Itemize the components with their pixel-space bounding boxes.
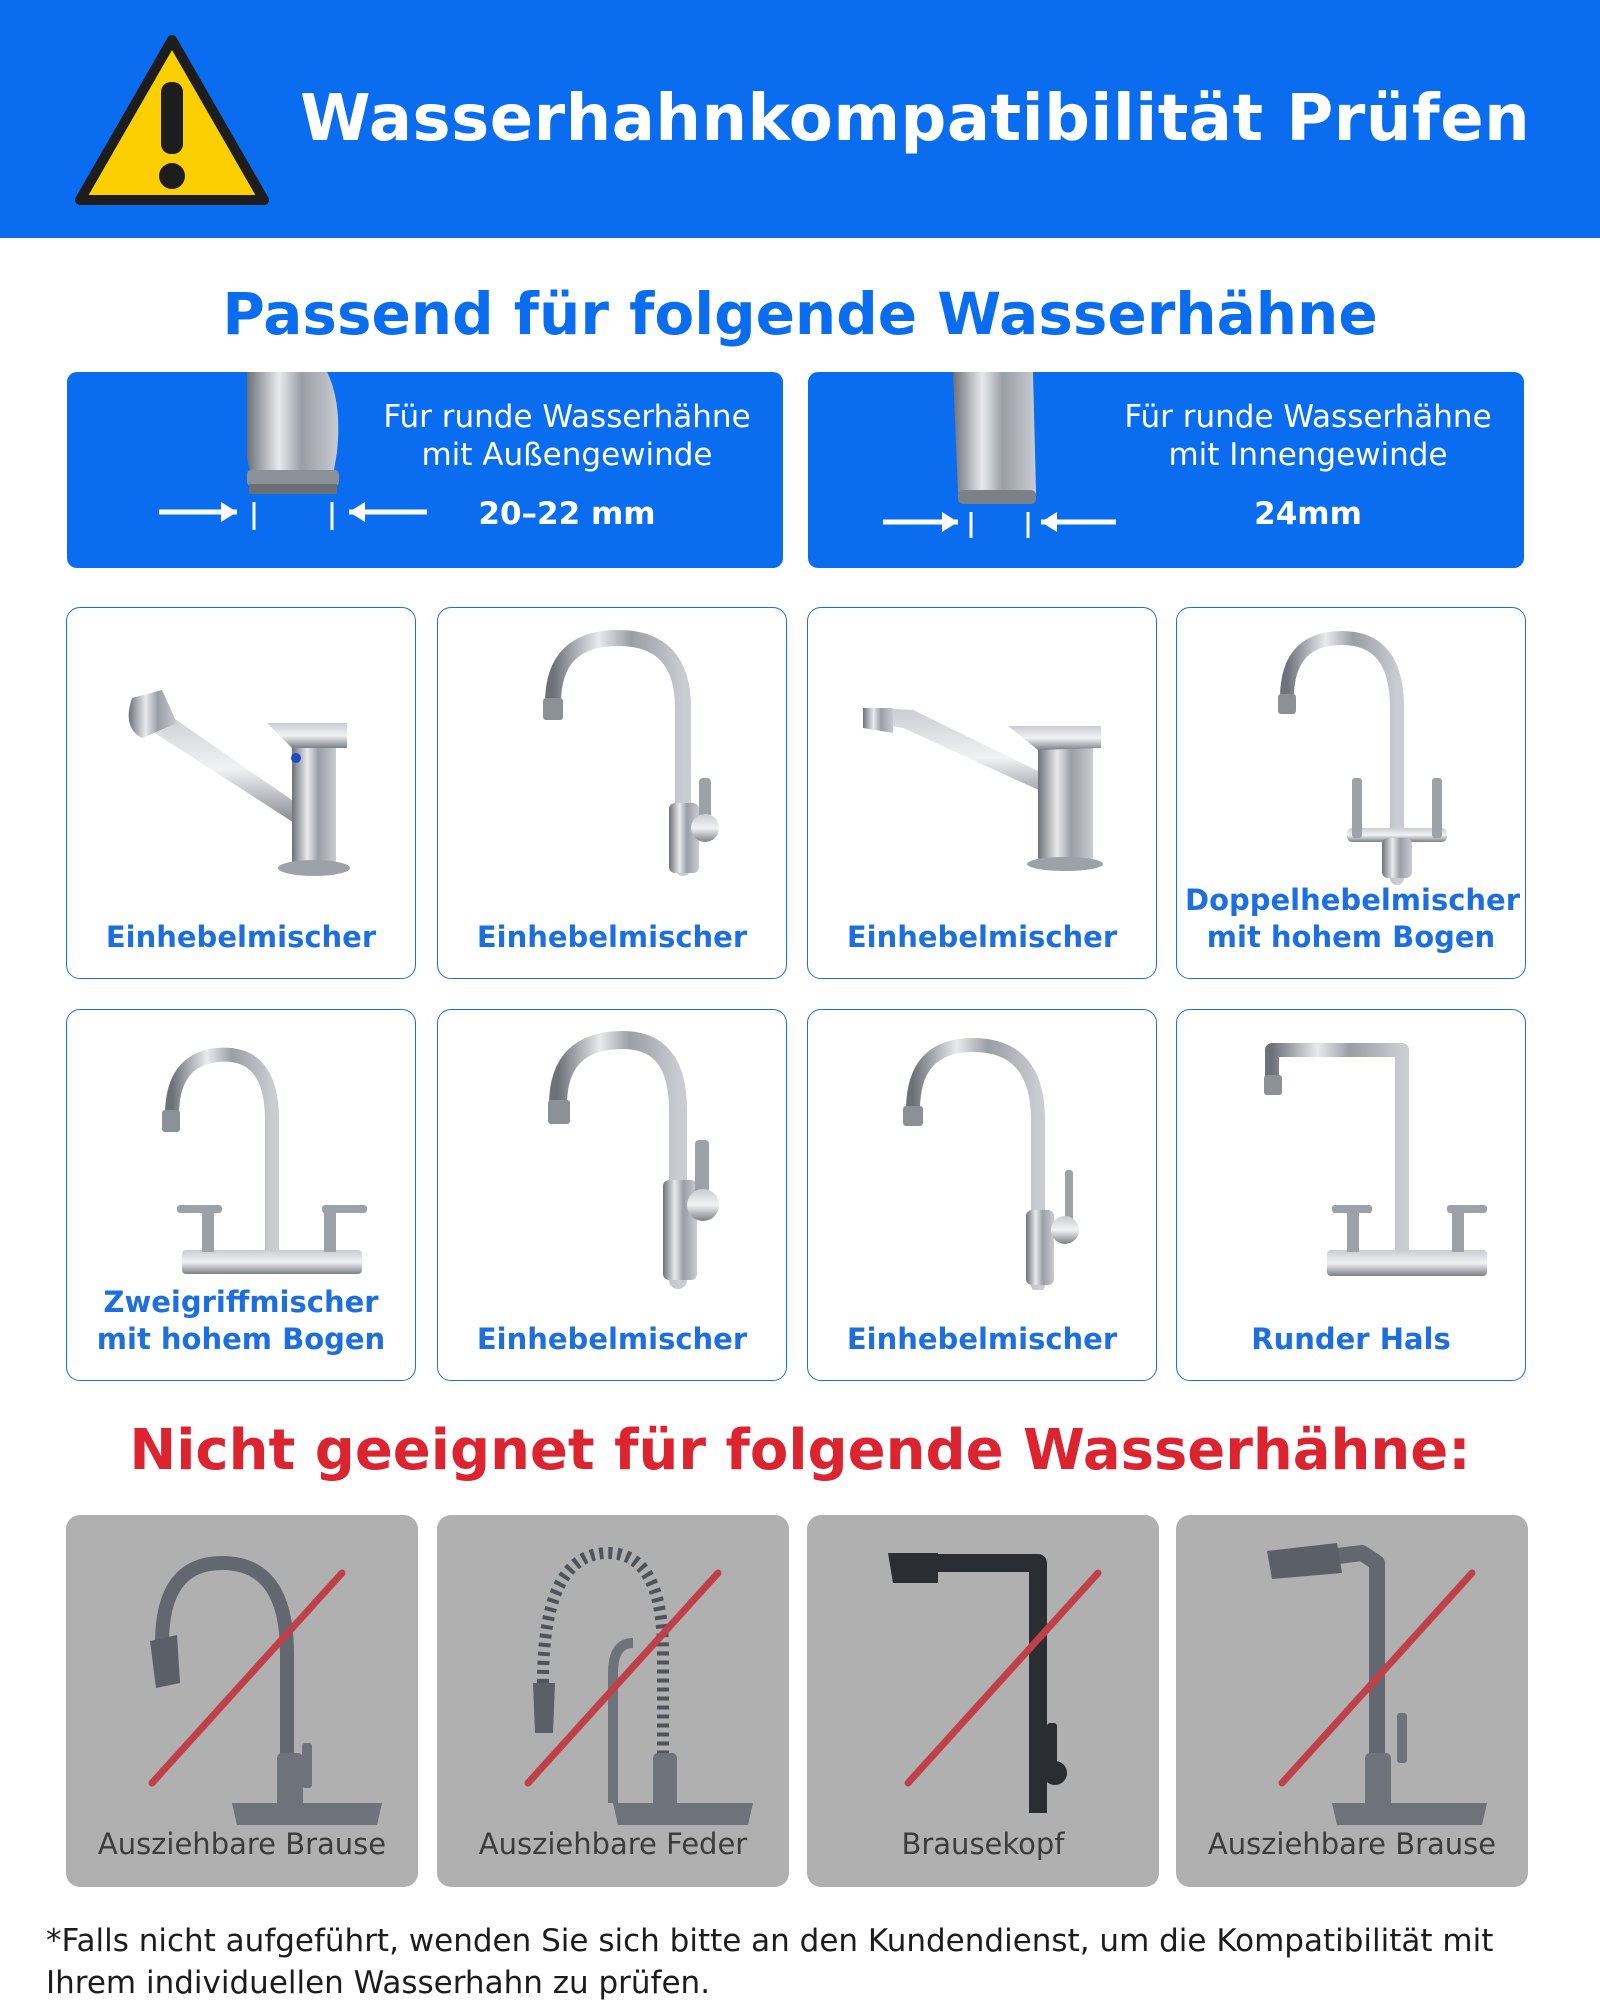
spec-line-2: mit Innengewinde [1168, 437, 1448, 473]
two-handle-faucet-icon [92, 1030, 392, 1290]
waterfall-pullout-faucet-icon [1202, 1533, 1502, 1833]
unsuitable-card-pullout-sprayer [66, 1515, 418, 1887]
pullout-sprayer-faucet-icon [92, 1533, 392, 1833]
faucet-card-two-handle-high-arc [66, 1009, 416, 1381]
spec-external-thread [67, 372, 783, 568]
faucet-label: Einhebelmischer [105, 920, 377, 954]
unsuitable-heading: Nicht geeignet für folgende Wasserhähne: [129, 1418, 1471, 1483]
faucet-label: Doppelhebelmischer mit hohem Bogen [1185, 883, 1521, 954]
faucet-label: Einhebelmischer [476, 920, 748, 954]
cross-out-line [528, 1573, 718, 1783]
faucet-card-round-neck [1176, 1009, 1526, 1381]
faucet-card-straight-spout [807, 607, 1157, 979]
faucet-card-double-lever-high-arc [1176, 607, 1526, 979]
unsuitable-label: Brausekopf [901, 1827, 1065, 1861]
faucet-card-gooseneck-side-lever [807, 1009, 1157, 1381]
faucet-label: Zweigriffmischer mit hohem Bogen [96, 1285, 386, 1356]
double-lever-faucet-icon [1202, 628, 1502, 888]
spec-line-1: Für runde Wasserhähne [1124, 399, 1492, 435]
faucet-card-single-lever-pullout [66, 607, 416, 979]
spec-size: 24mm [1254, 496, 1362, 532]
cross-out-line [152, 1573, 342, 1783]
spring-faucet-icon [463, 1533, 763, 1833]
faucet-card-gooseneck-single [437, 607, 787, 979]
cross-out-line [908, 1573, 1098, 1783]
unsuitable-card-spring-pullout [437, 1515, 789, 1887]
gooseneck-side-lever-faucet-icon [833, 1030, 1133, 1290]
unsuitable-label: Ausziehbare Brause [97, 1827, 387, 1861]
spec-internal-thread [808, 372, 1524, 568]
unsuitable-card-pullout-sprayer-2 [1176, 1515, 1528, 1887]
spec-line-1: Für runde Wasserhähne [383, 399, 751, 435]
faucet-label: Einhebelmischer [846, 920, 1118, 954]
unsuitable-label: Ausziehbare Brause [1207, 1827, 1497, 1861]
sprayer-head-faucet-icon [833, 1533, 1133, 1833]
gooseneck-faucet-icon [463, 628, 763, 888]
spec-size: 20–22 mm [478, 496, 656, 532]
faucet-label: Runder Hals [1251, 1322, 1451, 1356]
page-title: Wasserhahnkompatibilität Prüfen [300, 82, 1531, 156]
faucet-label: Einhebelmischer [476, 1322, 748, 1356]
single-lever-faucet-icon [92, 628, 392, 888]
footnote: *Falls nicht aufgeführt, wenden Sie sich bitte an den Kundendienst, um die Kompatibilität mit Ihrem individuellen Wasserhahn zu prüfen. [46, 1923, 1494, 2001]
faucet-card-bar-single [437, 1009, 787, 1381]
round-neck-faucet-icon [1202, 1030, 1502, 1290]
suitable-heading: Passend für folgende Wasserhähne [222, 280, 1378, 348]
warning-icon [72, 32, 272, 212]
spec-line-2: mit Außengewinde [421, 437, 713, 473]
unsuitable-label: Ausziehbare Feder [478, 1827, 748, 1861]
header-banner [0, 0, 1600, 238]
unsuitable-card-sprayer-head [807, 1515, 1159, 1887]
faucet-label: Einhebelmischer [846, 1322, 1118, 1356]
bar-faucet-icon [463, 1030, 763, 1290]
straight-spout-faucet-icon [833, 628, 1133, 888]
